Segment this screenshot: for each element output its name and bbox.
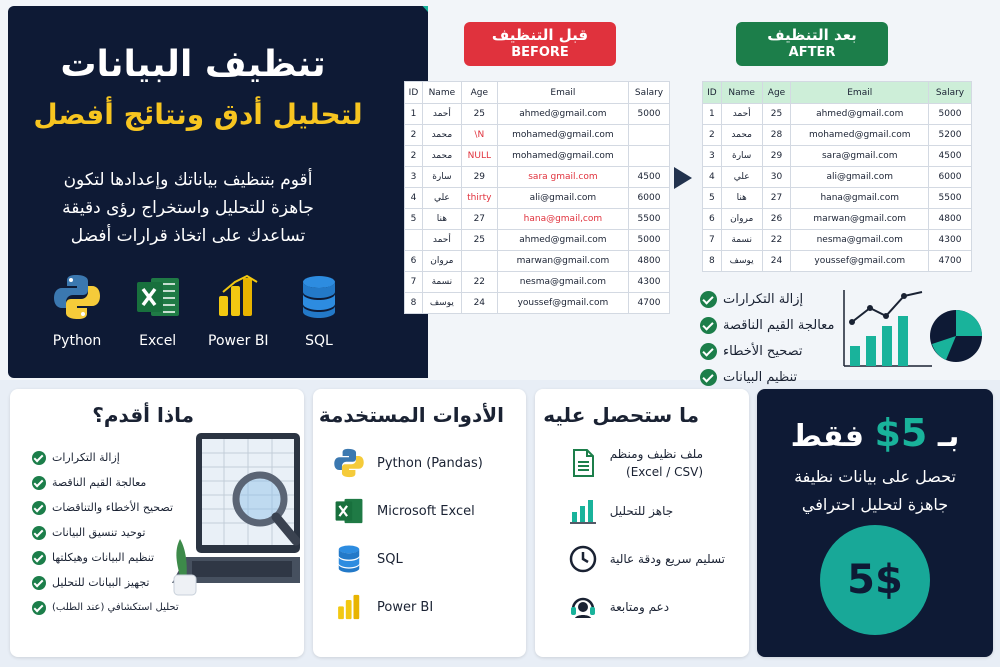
hero-tools [38, 272, 358, 349]
service-label: تحليل استكشافي (عند الطلب) [52, 602, 179, 613]
table-cell: علي [721, 167, 762, 188]
python-icon [52, 272, 102, 322]
table-cell: 4 [703, 167, 722, 188]
table-cell: أحمد [422, 104, 461, 125]
table-cell: 1 [703, 104, 722, 125]
table-cell: سارة [422, 167, 461, 188]
table-cell: NULL [461, 146, 497, 167]
table-row [405, 188, 670, 209]
table-row [405, 293, 670, 314]
deliverables-card [535, 389, 749, 657]
after-label-en: AFTER [788, 45, 836, 60]
service-item [32, 495, 179, 520]
deliverables-title: ما ستحصل عليه [543, 403, 699, 427]
table-cell: محمد [422, 125, 461, 146]
tool-excel [119, 272, 197, 349]
after-table [702, 81, 972, 272]
tool-powerbi [199, 272, 277, 349]
checklist-label: تصحيح الأخطاء [723, 343, 803, 359]
services-title: ماذا أقدم؟ [92, 403, 194, 427]
checklist-label: معالجة القيم الناقصة [723, 317, 835, 333]
service-label: تصحيح الأخطاء والتناقضات [52, 501, 174, 514]
column-header: ID [703, 82, 722, 104]
service-item [32, 595, 179, 620]
table-cell: 3 [405, 167, 423, 188]
table-cell: 6 [405, 251, 423, 272]
check-icon [32, 451, 46, 465]
hero-title: تنظيف البيانات [60, 44, 326, 85]
table-cell: mohamed@gmail.com [497, 125, 628, 146]
column-header: Name [422, 82, 461, 104]
column-header: Salary [629, 82, 670, 104]
service-label: توحيد تنسيق البيانات [52, 526, 146, 539]
cleaning-checklist [700, 286, 840, 390]
table-row [405, 230, 670, 251]
sql-icon [333, 543, 365, 575]
service-label: معالجة القيم الناقصة [52, 476, 147, 489]
tool-item [333, 583, 483, 631]
tool-item [333, 535, 483, 583]
table-cell: ahmed@gmail.com [497, 230, 628, 251]
hero-panel [8, 6, 428, 378]
table-cell: 28 [762, 125, 791, 146]
table-cell: 4800 [629, 251, 670, 272]
laptop-magnifier-icon [172, 433, 300, 603]
price-headline [757, 411, 993, 455]
table-cell: 1 [405, 104, 423, 125]
deliverable-sublabel: (Excel / CSV) [626, 465, 704, 479]
table-row [405, 167, 670, 188]
tool-label: Microsoft Excel [377, 503, 475, 519]
price-description [767, 463, 983, 519]
service-item [32, 545, 179, 570]
tool-python [38, 272, 116, 349]
table-cell: نسمة [721, 230, 762, 251]
service-label: إزالة التكرارات [52, 451, 120, 464]
price-badge: 5$ [820, 525, 930, 635]
check-icon [32, 501, 46, 515]
table-cell: 22 [762, 230, 791, 251]
check-icon [32, 526, 46, 540]
checklist-item [700, 364, 840, 390]
checklist-item [700, 338, 840, 364]
price-prefix: بـ [937, 419, 960, 454]
after-badge [736, 22, 888, 66]
service-item [32, 570, 179, 595]
service-label: تنظيم البيانات وهيكلتها [52, 551, 155, 564]
table-row [405, 125, 670, 146]
tool-label: Power BI [377, 599, 434, 615]
column-header: Email [791, 82, 929, 104]
check-icon [32, 551, 46, 565]
python-icon [333, 447, 365, 479]
table-cell: 2 [405, 125, 423, 146]
table-row [703, 146, 972, 167]
services-list [32, 445, 179, 620]
hero-desc-line: تساعدك على اتخاذ قرارات أفضل [70, 226, 306, 246]
column-header: Salary [929, 82, 972, 104]
deliverable-label: جاهز للتحليل [609, 504, 674, 518]
deliverable-label: تسليم سريع ودقة عالية [609, 552, 725, 566]
table-row [405, 104, 670, 125]
services-card [10, 389, 304, 657]
table-cell: 2 [703, 125, 722, 146]
table-cell: 5200 [929, 125, 972, 146]
table-cell: 24 [461, 293, 497, 314]
table-cell: 24 [762, 251, 791, 272]
deliverable-item [568, 535, 725, 583]
check-icon [700, 291, 717, 308]
table-cell: 7 [405, 272, 423, 293]
table-cell: أحمد [422, 230, 461, 251]
table-cell: 4500 [929, 146, 972, 167]
tools-title: الأدوات المستخدمة [318, 403, 504, 427]
table-cell: \N [461, 125, 497, 146]
table-cell: مروان [721, 209, 762, 230]
table-cell: thirty [461, 188, 497, 209]
table-cell: youssef@gmail.com [791, 251, 929, 272]
table-cell: sara gmail.com [497, 167, 628, 188]
column-header: ID [405, 82, 423, 104]
table-cell [461, 251, 497, 272]
checklist-item [700, 312, 840, 338]
table-cell: hana@gmail.com [791, 188, 929, 209]
table-row [703, 230, 972, 251]
table-cell: يوسف [721, 251, 762, 272]
tool-label: SQL [305, 333, 333, 349]
column-header: Age [461, 82, 497, 104]
column-header: Email [497, 82, 628, 104]
table-cell: هنا [422, 209, 461, 230]
powerbi-icon [333, 591, 365, 623]
deliverable-label: دعم ومتابعة [609, 600, 670, 614]
table-cell: 5 [703, 188, 722, 209]
tool-sql [280, 272, 358, 349]
table-cell: سارة [721, 146, 762, 167]
table-row [405, 272, 670, 293]
price-desc-line: تحصل على بيانات نظيفة [794, 467, 956, 486]
price-value: 5$ [874, 411, 928, 455]
checklist-label: تنظيم البيانات [723, 369, 798, 385]
check-icon [700, 317, 717, 334]
table-cell: 6000 [929, 167, 972, 188]
clock-icon [568, 544, 598, 574]
tool-item [333, 487, 483, 535]
table-cell: 5500 [929, 188, 972, 209]
arrow-right-icon [670, 165, 696, 191]
table-cell: marwan@gmail.com [791, 209, 929, 230]
hero-subtitle: لتحليل أدق ونتائج أفضل [33, 98, 363, 131]
sql-icon [294, 272, 344, 322]
table-cell: 6000 [629, 188, 670, 209]
table-cell: 5000 [929, 104, 972, 125]
column-header: Age [762, 82, 791, 104]
check-icon [32, 576, 46, 590]
tool-label: Python [52, 333, 102, 349]
table-row [703, 167, 972, 188]
table-cell: 29 [461, 167, 497, 188]
table-cell: 25 [762, 104, 791, 125]
table-row [703, 251, 972, 272]
table-cell: 27 [762, 188, 791, 209]
table-cell: youssef@gmail.com [497, 293, 628, 314]
tool-label: Excel [139, 333, 177, 349]
headset-icon [568, 592, 598, 622]
table-cell: 29 [762, 146, 791, 167]
table-cell: علي [422, 188, 461, 209]
table-cell: 30 [762, 167, 791, 188]
table-row [405, 209, 670, 230]
table-cell: نسمة [422, 272, 461, 293]
price-desc-line: جاهزة لتحليل احترافي [801, 495, 949, 514]
before-label-ar: قبل التنظيف [491, 26, 589, 44]
service-item [32, 445, 179, 470]
before-badge [464, 22, 616, 66]
table-cell: 4 [405, 188, 423, 209]
before-label-en: BEFORE [511, 45, 569, 60]
table-cell: محمد [721, 125, 762, 146]
table-cell [629, 125, 670, 146]
table-cell: ahmed@gmail.com [497, 104, 628, 125]
table-cell: 2 [405, 146, 423, 167]
table-cell: 5000 [629, 230, 670, 251]
bar-chart-icon [568, 496, 598, 526]
table-cell: هنا [721, 188, 762, 209]
service-item [32, 520, 179, 545]
table-row [703, 188, 972, 209]
excel-icon [333, 495, 365, 527]
table-cell: 8 [703, 251, 722, 272]
table-cell: 25 [461, 104, 497, 125]
tools-list [333, 439, 483, 631]
document-icon [568, 448, 598, 478]
table-cell: مروان [422, 251, 461, 272]
check-icon [700, 369, 717, 386]
pricing-card [757, 389, 993, 657]
table-cell: 4700 [929, 251, 972, 272]
table-row [703, 104, 972, 125]
checklist-label: إزالة التكرارات [723, 291, 804, 307]
analytics-illustration-icon [842, 288, 982, 368]
table-cell: ali@gmail.com [791, 167, 929, 188]
deliverable-item [568, 583, 725, 631]
table-cell: محمد [422, 146, 461, 167]
table-cell: يوسف [422, 293, 461, 314]
table-cell: ali@gmail.com [497, 188, 628, 209]
table-cell: 5000 [629, 104, 670, 125]
table-cell: nesma@gmail.com [791, 230, 929, 251]
checklist-item [700, 286, 840, 312]
tool-label: Python (Pandas) [377, 455, 483, 471]
table-cell [629, 146, 670, 167]
deliverable-item [568, 439, 725, 487]
table-cell: 4300 [929, 230, 972, 251]
table-cell: 4800 [929, 209, 972, 230]
hero-description [38, 166, 338, 250]
powerbi-icon [213, 272, 263, 322]
table-row [405, 146, 670, 167]
deliverable-item [568, 487, 725, 535]
tools-card [313, 389, 526, 657]
price-suffix: فقط [790, 419, 864, 454]
table-cell: 25 [461, 230, 497, 251]
table-cell: 4500 [629, 167, 670, 188]
before-table [404, 81, 670, 314]
table-cell: mohamed@gmail.com [497, 146, 628, 167]
table-cell: 4700 [629, 293, 670, 314]
tool-item [333, 439, 483, 487]
table-cell: mohamed@gmail.com [791, 125, 929, 146]
hero-desc-line: أقوم بتنظيف بياناتك وإعدادها لتكون [63, 170, 313, 190]
table-cell: hana@gmail,com [497, 209, 628, 230]
table-row [405, 251, 670, 272]
table-cell: 8 [405, 293, 423, 314]
table-row [703, 125, 972, 146]
table-cell: 7 [703, 230, 722, 251]
column-header: Name [721, 82, 762, 104]
table-cell: 5 [405, 209, 423, 230]
hero-desc-line: جاهزة للتحليل واستخراج رؤى دقيقة [62, 198, 314, 218]
service-label: تجهيز البيانات للتحليل [52, 576, 150, 589]
excel-icon [133, 272, 183, 322]
check-icon [32, 601, 46, 615]
tool-label: SQL [377, 551, 403, 567]
deliverable-label: ملف نظيف ومنظم [609, 447, 704, 461]
table-cell: 27 [461, 209, 497, 230]
table-cell: nesma@gmail.com [497, 272, 628, 293]
deliverables-list [568, 439, 725, 631]
table-cell: sara@gmail.com [791, 146, 929, 167]
table-cell: 6 [703, 209, 722, 230]
table-cell: 4300 [629, 272, 670, 293]
table-cell: 5500 [629, 209, 670, 230]
tool-label: Power BI [208, 333, 269, 349]
table-cell: 26 [762, 209, 791, 230]
check-icon [700, 343, 717, 360]
after-label-ar: بعد التنظيف [767, 26, 857, 44]
table-cell: 3 [703, 146, 722, 167]
table-row [703, 209, 972, 230]
table-cell: أحمد [721, 104, 762, 125]
table-cell: 22 [461, 272, 497, 293]
table-cell: marwan@gmail.com [497, 251, 628, 272]
table-cell: ahmed@gmail.com [791, 104, 929, 125]
table-cell [405, 230, 423, 251]
check-icon [32, 476, 46, 490]
service-item [32, 470, 179, 495]
